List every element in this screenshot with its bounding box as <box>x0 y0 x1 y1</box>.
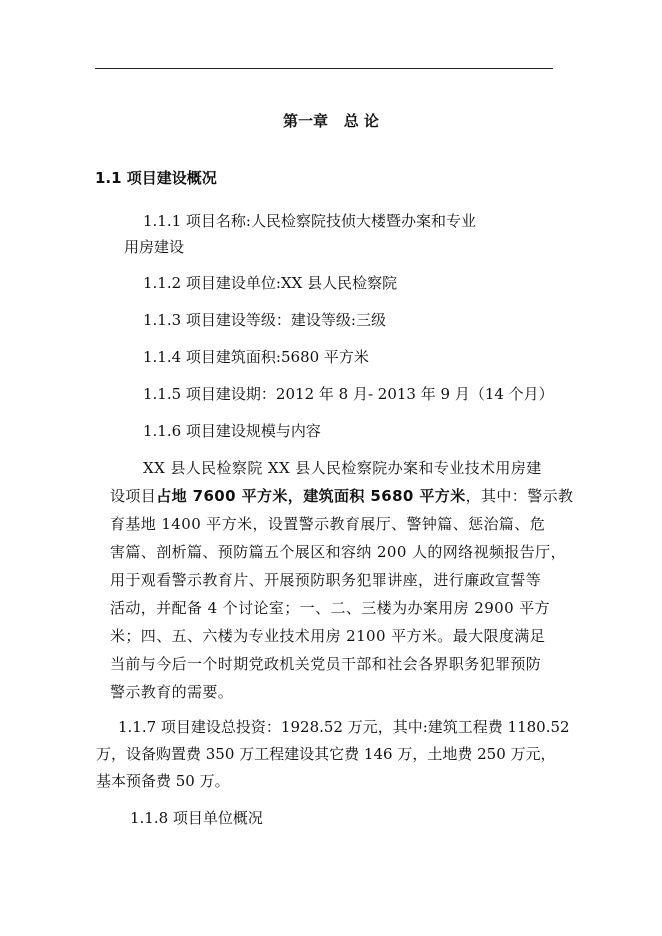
paragraph-line: 1.1.7 项目建设总投资：1928.52 万元，其中:建筑工程费 1180.52 <box>118 718 570 736</box>
paragraph-line: XX 县人民检察院 XX 县人民检察院办案和专业技术用房建 <box>143 459 542 477</box>
item-project-name: 1.1.1 项目名称:人民检察院技侦大楼暨办案和专业 <box>143 212 476 230</box>
paragraph-line: 警示教育的需要。 <box>110 683 234 701</box>
paragraph-text: 设项目 <box>110 487 157 505</box>
paragraph-line: 当前与今后一个时期党政机关党员干部和社会各界职务犯罪预防 <box>110 655 542 673</box>
paragraph-line: 害篇、剖析篇、预防篇五个展区和容纳 200 人的网络视频报告厅， <box>110 543 566 561</box>
item-scale-and-content: 1.1.6 项目建设规模与内容 <box>143 422 321 440</box>
item-construction-unit: 1.1.2 项目建设单位:XX 县人民检察院 <box>143 274 398 292</box>
item-floor-area: 1.1.4 项目建筑面积:5680 平方米 <box>143 348 369 366</box>
item-project-name-cont: 用房建设 <box>124 238 185 256</box>
paragraph-line: 育基地 1400 平方米，设置警示教育展厅、警钟篇、惩治篇、危 <box>110 515 546 533</box>
paragraph-line: 用于观看警示教育片、开展预防职务犯罪讲座，进行廉政宣誓等 <box>110 571 542 589</box>
section-heading: 1.1 项目建设概况 <box>95 169 217 187</box>
paragraph-emphasis: 占地 7600 平方米，建筑面积 5680 平方米 <box>156 487 466 505</box>
paragraph-line: 米；四、五、六楼为专业技术用房 2100 平方米。最大限度满足 <box>110 627 546 645</box>
header-rule <box>95 68 553 69</box>
paragraph-line <box>110 486 573 506</box>
paragraph-line: 基本预备费 50 万。 <box>96 772 230 790</box>
paragraph-text: ，其中：警示教 <box>465 487 574 505</box>
item-unit-overview: 1.1.8 项目单位概况 <box>130 809 263 827</box>
item-construction-period: 1.1.5 项目建设期：2012 年 8 月- 2013 年 9 月（14 个月） <box>143 385 554 403</box>
chapter-title: 第一章 总 论 <box>283 112 379 130</box>
item-construction-grade: 1.1.3 项目建设等级：建设等级:三级 <box>143 311 386 329</box>
paragraph-line: 万，设备购置费 350 万工程建设其它费 146 万，土地费 250 万元， <box>96 745 556 763</box>
paragraph-line: 活动，并配备 4 个讨论室；一、二、三楼为办案用房 2900 平方 <box>110 599 550 617</box>
